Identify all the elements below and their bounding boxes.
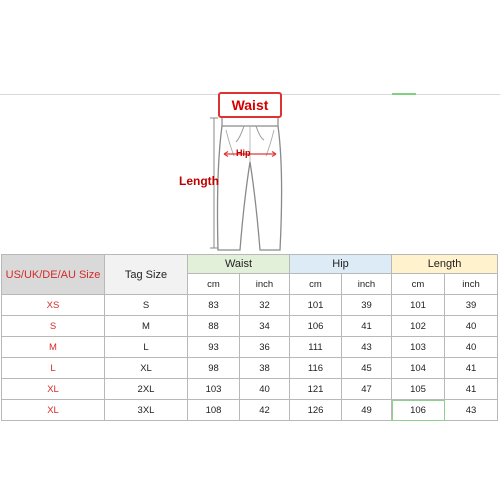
length-group-header: Length [392, 255, 498, 274]
divider-accent [392, 93, 416, 95]
length-inch-cell: 40 [445, 337, 498, 358]
table-row [2, 358, 498, 379]
waist-inch-cell: 42 [240, 400, 290, 421]
table-row [2, 379, 498, 400]
length-inch-cell: 41 [445, 358, 498, 379]
unit-header: cm [188, 274, 240, 295]
hip-cm-cell: 126 [290, 400, 342, 421]
waist-inch-cell: 32 [240, 295, 290, 316]
region-size-cell: XL [2, 400, 105, 421]
length-inch-cell: 40 [445, 316, 498, 337]
pants-measurement-diagram [170, 90, 330, 252]
hip-cm-cell: 101 [290, 295, 342, 316]
hip-cm-cell: 121 [290, 379, 342, 400]
unit-header: inch [240, 274, 290, 295]
hip-inch-cell: 39 [342, 295, 392, 316]
hip-inch-cell: 43 [342, 337, 392, 358]
tag-size-cell: XL [105, 358, 188, 379]
table-row [2, 337, 498, 358]
region-size-cell: S [2, 316, 105, 337]
table-row [2, 316, 498, 337]
hip-inch-cell: 41 [342, 316, 392, 337]
waist-inch-cell: 34 [240, 316, 290, 337]
waist-cm-cell: 93 [188, 337, 240, 358]
length-label: Length [179, 174, 219, 188]
waist-cm-cell: 83 [188, 295, 240, 316]
length-cm-cell: 103 [392, 337, 445, 358]
hip-label: Hip [236, 148, 251, 158]
hip-inch-cell: 45 [342, 358, 392, 379]
waist-cm-cell: 103 [188, 379, 240, 400]
hip-cm-cell: 111 [290, 337, 342, 358]
waist-cm-cell: 108 [188, 400, 240, 421]
hip-group-header: Hip [290, 255, 392, 274]
table-header-row [2, 255, 498, 274]
hip-inch-cell: 49 [342, 400, 392, 421]
tag-size-header: Tag Size [105, 255, 188, 295]
unit-header: inch [342, 274, 392, 295]
waist-cm-cell: 88 [188, 316, 240, 337]
region-size-cell: L [2, 358, 105, 379]
waist-inch-cell: 36 [240, 337, 290, 358]
waist-inch-cell: 38 [240, 358, 290, 379]
hip-inch-cell: 47 [342, 379, 392, 400]
size-chart-table [1, 254, 498, 421]
length-cm-cell: 105 [392, 379, 445, 400]
table-row [2, 400, 498, 421]
region-size-cell: XL [2, 379, 105, 400]
tag-size-cell: 2XL [105, 379, 188, 400]
waist-inch-cell: 40 [240, 379, 290, 400]
region-size-header: US/UK/DE/AU Size [2, 255, 105, 295]
unit-header: inch [445, 274, 498, 295]
waist-label: Waist [218, 92, 282, 118]
tag-size-cell: L [105, 337, 188, 358]
region-size-cell: XS [2, 295, 105, 316]
region-size-cell: M [2, 337, 105, 358]
tag-size-cell: M [105, 316, 188, 337]
length-inch-cell: 39 [445, 295, 498, 316]
waist-group-header: Waist [188, 255, 290, 274]
unit-header: cm [392, 274, 445, 295]
tag-size-cell: 3XL [105, 400, 188, 421]
length-cm-cell: 106 [392, 400, 445, 421]
waist-cm-cell: 98 [188, 358, 240, 379]
length-cm-cell: 101 [392, 295, 445, 316]
length-inch-cell: 41 [445, 379, 498, 400]
unit-header: cm [290, 274, 342, 295]
length-cm-cell: 102 [392, 316, 445, 337]
tag-size-cell: S [105, 295, 188, 316]
length-inch-cell: 43 [445, 400, 498, 421]
hip-cm-cell: 116 [290, 358, 342, 379]
length-cm-cell: 104 [392, 358, 445, 379]
hip-cm-cell: 106 [290, 316, 342, 337]
table-row [2, 295, 498, 316]
